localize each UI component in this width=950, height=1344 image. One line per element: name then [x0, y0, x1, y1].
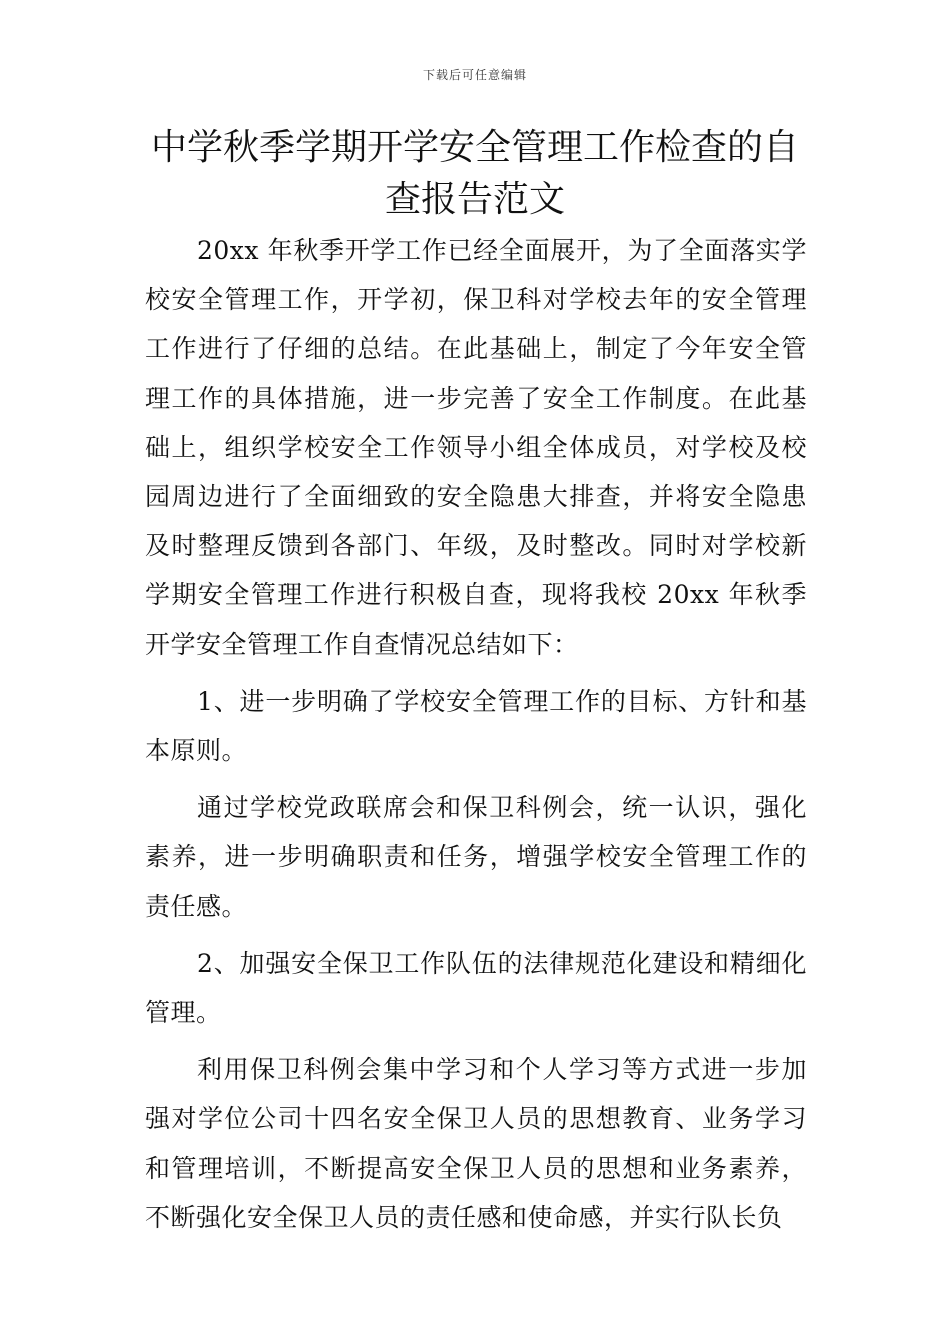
paragraph-intro: 20xx 年秋季开学工作已经全面展开，为了全面落实学校安全管理工作，开学初，保卫科对学校去年的安全管理工作进行了仔细的总结。在此基础上，制定了今年安全管理工作的具体措施，进一步完善了安全工作制度。在此基础上，组织学校安全工作领导小组全体成员，对学校及校园周边进行了全面细致的安全隐患大排查，并将安全隐患及时整理反馈到各部门、年级，及时整改。同时对学校新学期安全管理工作进行积极自查，现将我校 20xx 年秋季开学安全管理工作自查情况总结如下： — [145, 236, 807, 659]
header-note: 下载后可任意编辑 — [422, 68, 527, 82]
paragraph-item-2-body: 利用保卫科例会集中学习和个人学习等方式进一步加强对学位公司十四名安全保卫人员的思想教育、业务学习和管理培训，不断提高安全保卫人员的思想和业务素养，不断强化安全保卫人员的责任感和使命感，并实行队长负 — [145, 1055, 807, 1232]
paragraph-item-1-body: 通过学校党政联席会和保卫科例会，统一认识，强化素养，进一步明确职责和任务，增强学校安全管理工作的责任感。 — [145, 793, 807, 921]
document-title: 中学秋季学期开学安全管理工作检查的自查报告范文 — [150, 127, 799, 220]
paragraph-item-2-heading: 2、加强安全保卫工作队伍的法律规范化建设和精细化管理。 — [145, 948, 807, 1028]
document-body — [145, 226, 807, 1250]
paragraph-item-1-heading: 1、进一步明确了学校安全管理工作的目标、方针和基本原则。 — [145, 686, 807, 766]
